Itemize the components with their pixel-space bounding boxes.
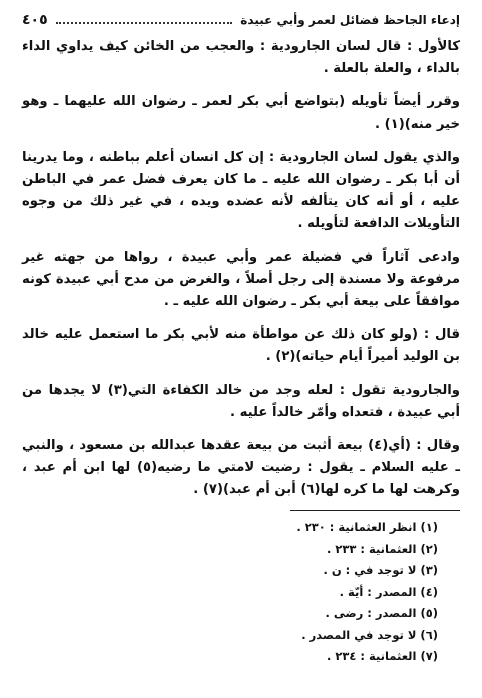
footnote-divider (290, 510, 460, 511)
paragraph: وقرر أيضاً تأويله (بتواضع أبي بكر لعمر ـ رضوان الله عليهما ـ وهو خير منه)(١) . (22, 94, 460, 132)
footnotes (200, 517, 438, 668)
footnote: (٣) لا توجد في : ن . (323, 563, 438, 577)
footnote: (٧) العثمانية : ٢٣٤ . (326, 649, 438, 663)
footnote: (٤) المصدر : أيّة . (339, 584, 438, 599)
paragraph: قال : (ولو كان ذلك عن مواطأة منه لأبي بكر ما استعمل عليه خالد بن الوليد أميراً أيام حياته)(٢) . (22, 327, 460, 365)
running-title: إدعاء الجاحظ فضائل لعمر وأبي عبيدة (240, 13, 460, 27)
footnote: (٢) العثمانية : ٢٣٣ . (326, 541, 438, 556)
paragraph: وادعى آثاراً في فضيلة عمر وأبي عبيدة ، رواها من جهته غير مرفوعة ولا مسندة إلى رجل أصلاً ، والغرض من مدح أبي عبيدة كونه موافقاً على بيعة أبي بكر ـ رضوان الله عليه ـ . (22, 249, 460, 310)
paragraph: والذي يقول لسان الجارودية : إن كل انسان أعلم بباطنه ، وما يدرينا أن أبا بكر ـ رضوان الله عليه ـ ما كان يعرف فضل عمر في الباطن عليه ، أو أنه كان يتألفه لأنه عضده ويده ، في غير ذلك من وجوه التأويلات الدافعة لتأويله . (22, 149, 460, 232)
page-header (22, 9, 460, 31)
main-text (22, 36, 460, 513)
footnote: (١) انظر العثمانية : ٢٣٠ . (296, 520, 438, 534)
page-number: ٤٠٥ (22, 12, 48, 28)
footnote: (٦) لا توجد في المصدر . (301, 627, 438, 642)
header-dotted-leader (56, 22, 233, 24)
paragraph: والجارودية تقول : لعله وجد من خالد الكفاءة التي(٣) لا يجدها من أبي عبيدة ، فتعداه وأمّر خالداً عليه . (22, 382, 460, 420)
paragraph: وقال : (أي(٤) بيعة أثبت من بيعة عقدها عبدالله بن مسعود ، والنبي ـ عليه السلام ـ يقول : رضيت لامتي ما رضيه(٥) لها ابن أم عبد ، وكرهت لها ما كره لها(٦) أبن أم عبد)(٧) . (22, 438, 460, 498)
paragraph: كالأول : قال لسان الجارودية : والعجب من الخائن كيف يداوي الداء بالداء ، والعلة بالعلة . (22, 39, 460, 77)
footnote: (٥) المصدر : رضى . (325, 606, 438, 620)
